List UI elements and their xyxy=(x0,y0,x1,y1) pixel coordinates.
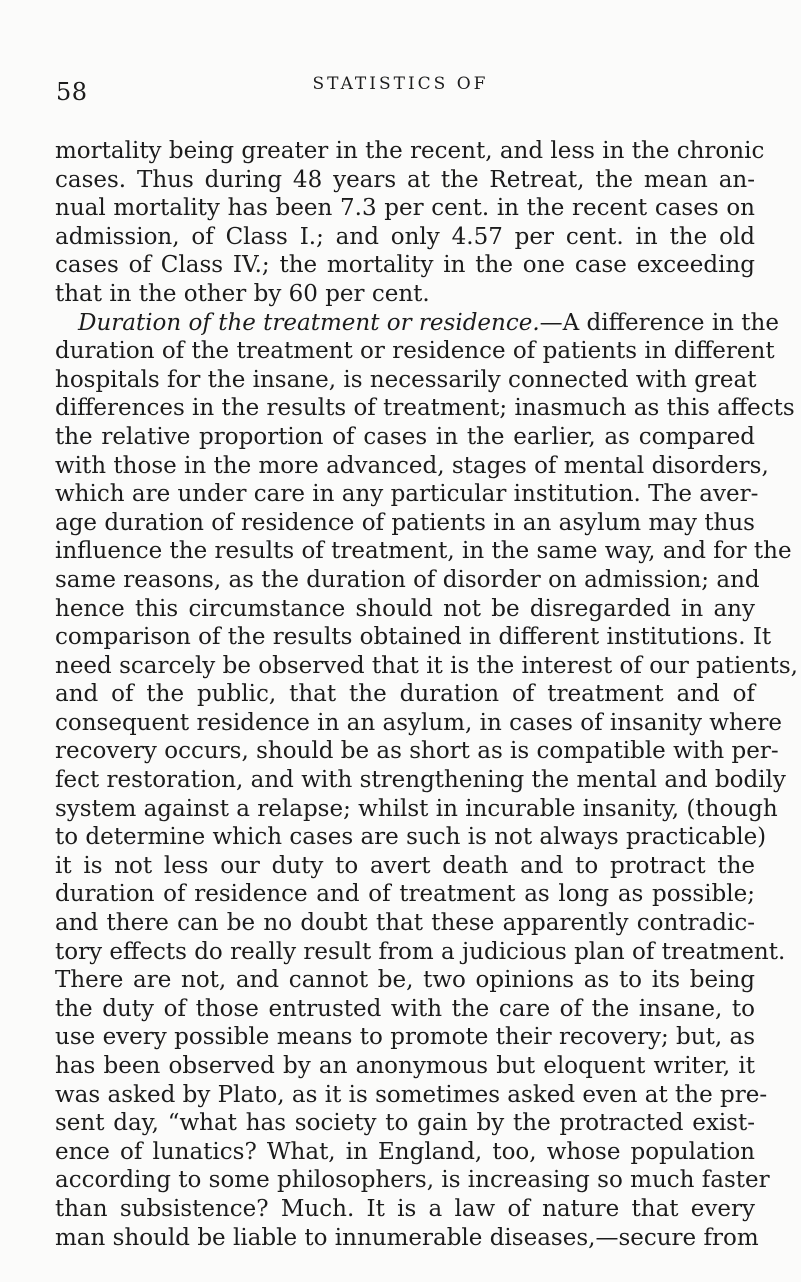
text-line: and there can be no doubt that these apparently contradic- xyxy=(55,910,755,937)
running-head: STATISTICS OF xyxy=(312,74,489,94)
text-line: man should be liable to innumerable diseases,—secure from xyxy=(55,1224,759,1251)
text-line: has been observed by an anonymous but eloquent writer, it xyxy=(55,1053,755,1079)
section-heading: Duration of the treatment or residence. xyxy=(78,309,540,336)
text-line: differences in the results of treatment; inasmuch as this affects xyxy=(55,395,795,422)
page-number: 58 xyxy=(56,78,88,106)
text-line: mortality being greater in the recent, and less in the chronic xyxy=(55,138,765,164)
text-line: system against a relapse; whilst in incurable insanity, (though xyxy=(55,795,778,822)
text-line: admission, of Class I.; and only 4.57 per cent. in the old xyxy=(55,223,755,250)
text-line: it is not less our duty to avert death and to protract the xyxy=(55,852,755,879)
text-line: and of the public, that the duration of treatment and of xyxy=(55,681,755,708)
text-line: There are not, and cannot be, two opinions as to its being xyxy=(55,967,755,994)
text-line: nual mortality has been 7.3 per cent. in the recent cases on xyxy=(55,195,755,222)
text-line: cases. Thus during 48 years at the Retreat, the mean an- xyxy=(55,166,755,193)
text-line: the duty of those entrusted with the care of the insane, to xyxy=(55,995,755,1022)
text-line: duration of the treatment or residence of patients in different xyxy=(55,338,775,365)
text-line: which are under care in any particular institution. The aver- xyxy=(55,481,759,508)
text-line: comparison of the results obtained in different institutions. It xyxy=(55,624,772,651)
text-line: age duration of residence of patients in an asylum may thus xyxy=(55,509,755,536)
text-line: to determine which cases are such is not always practicable) xyxy=(55,824,767,851)
text-line: duration of residence and of treatment as long as possible; xyxy=(55,881,755,908)
text-line: hence this circumstance should not be disregarded in any xyxy=(55,595,755,622)
section-heading-continuation: —A difference in the xyxy=(539,309,779,336)
text-line: hospitals for the insane, is necessarily connected with great xyxy=(55,366,757,393)
text-line: than subsistence? Much. It is a law of nature that every xyxy=(55,1195,755,1222)
text-line: that in the other by 60 per cent. xyxy=(55,280,430,307)
text-line: was asked by Plato, as it is sometimes asked even at the pre- xyxy=(55,1081,768,1108)
text-line: with those in the more advanced, stages of mental disorders, xyxy=(55,452,769,479)
text-line: influence the results of treatment, in the same way, and for the xyxy=(55,538,792,565)
text-line: consequent residence in an asylum, in cases of insanity where xyxy=(55,709,783,736)
text-line: sent day, “what has society to gain by the protracted exist- xyxy=(55,1110,755,1137)
text-line: according to some philosophers, is increasing so much faster xyxy=(55,1167,770,1194)
text-line: need scarcely be observed that it is the interest of our patients, xyxy=(55,652,798,679)
text-line: recovery occurs, should be as short as is compatible with per- xyxy=(55,738,779,765)
text-line: the relative proportion of cases in the earlier, as compared xyxy=(55,423,755,450)
text-line: ence of lunatics? What, in England, too, whose population xyxy=(55,1138,755,1165)
text-line: same reasons, as the duration of disorder on admission; and xyxy=(55,566,760,593)
section-heading-line xyxy=(55,309,779,338)
text-line: tory effects do really result from a judicious plan of treatment. xyxy=(55,938,786,965)
text-line: fect restoration, and with strengthening the mental and bodily xyxy=(55,767,786,794)
text-line: use every possible means to promote their recovery; but, as xyxy=(55,1024,755,1051)
body-text xyxy=(55,137,798,1252)
text-line: cases of Class IV.; the mortality in the one case exceeding xyxy=(55,252,755,279)
